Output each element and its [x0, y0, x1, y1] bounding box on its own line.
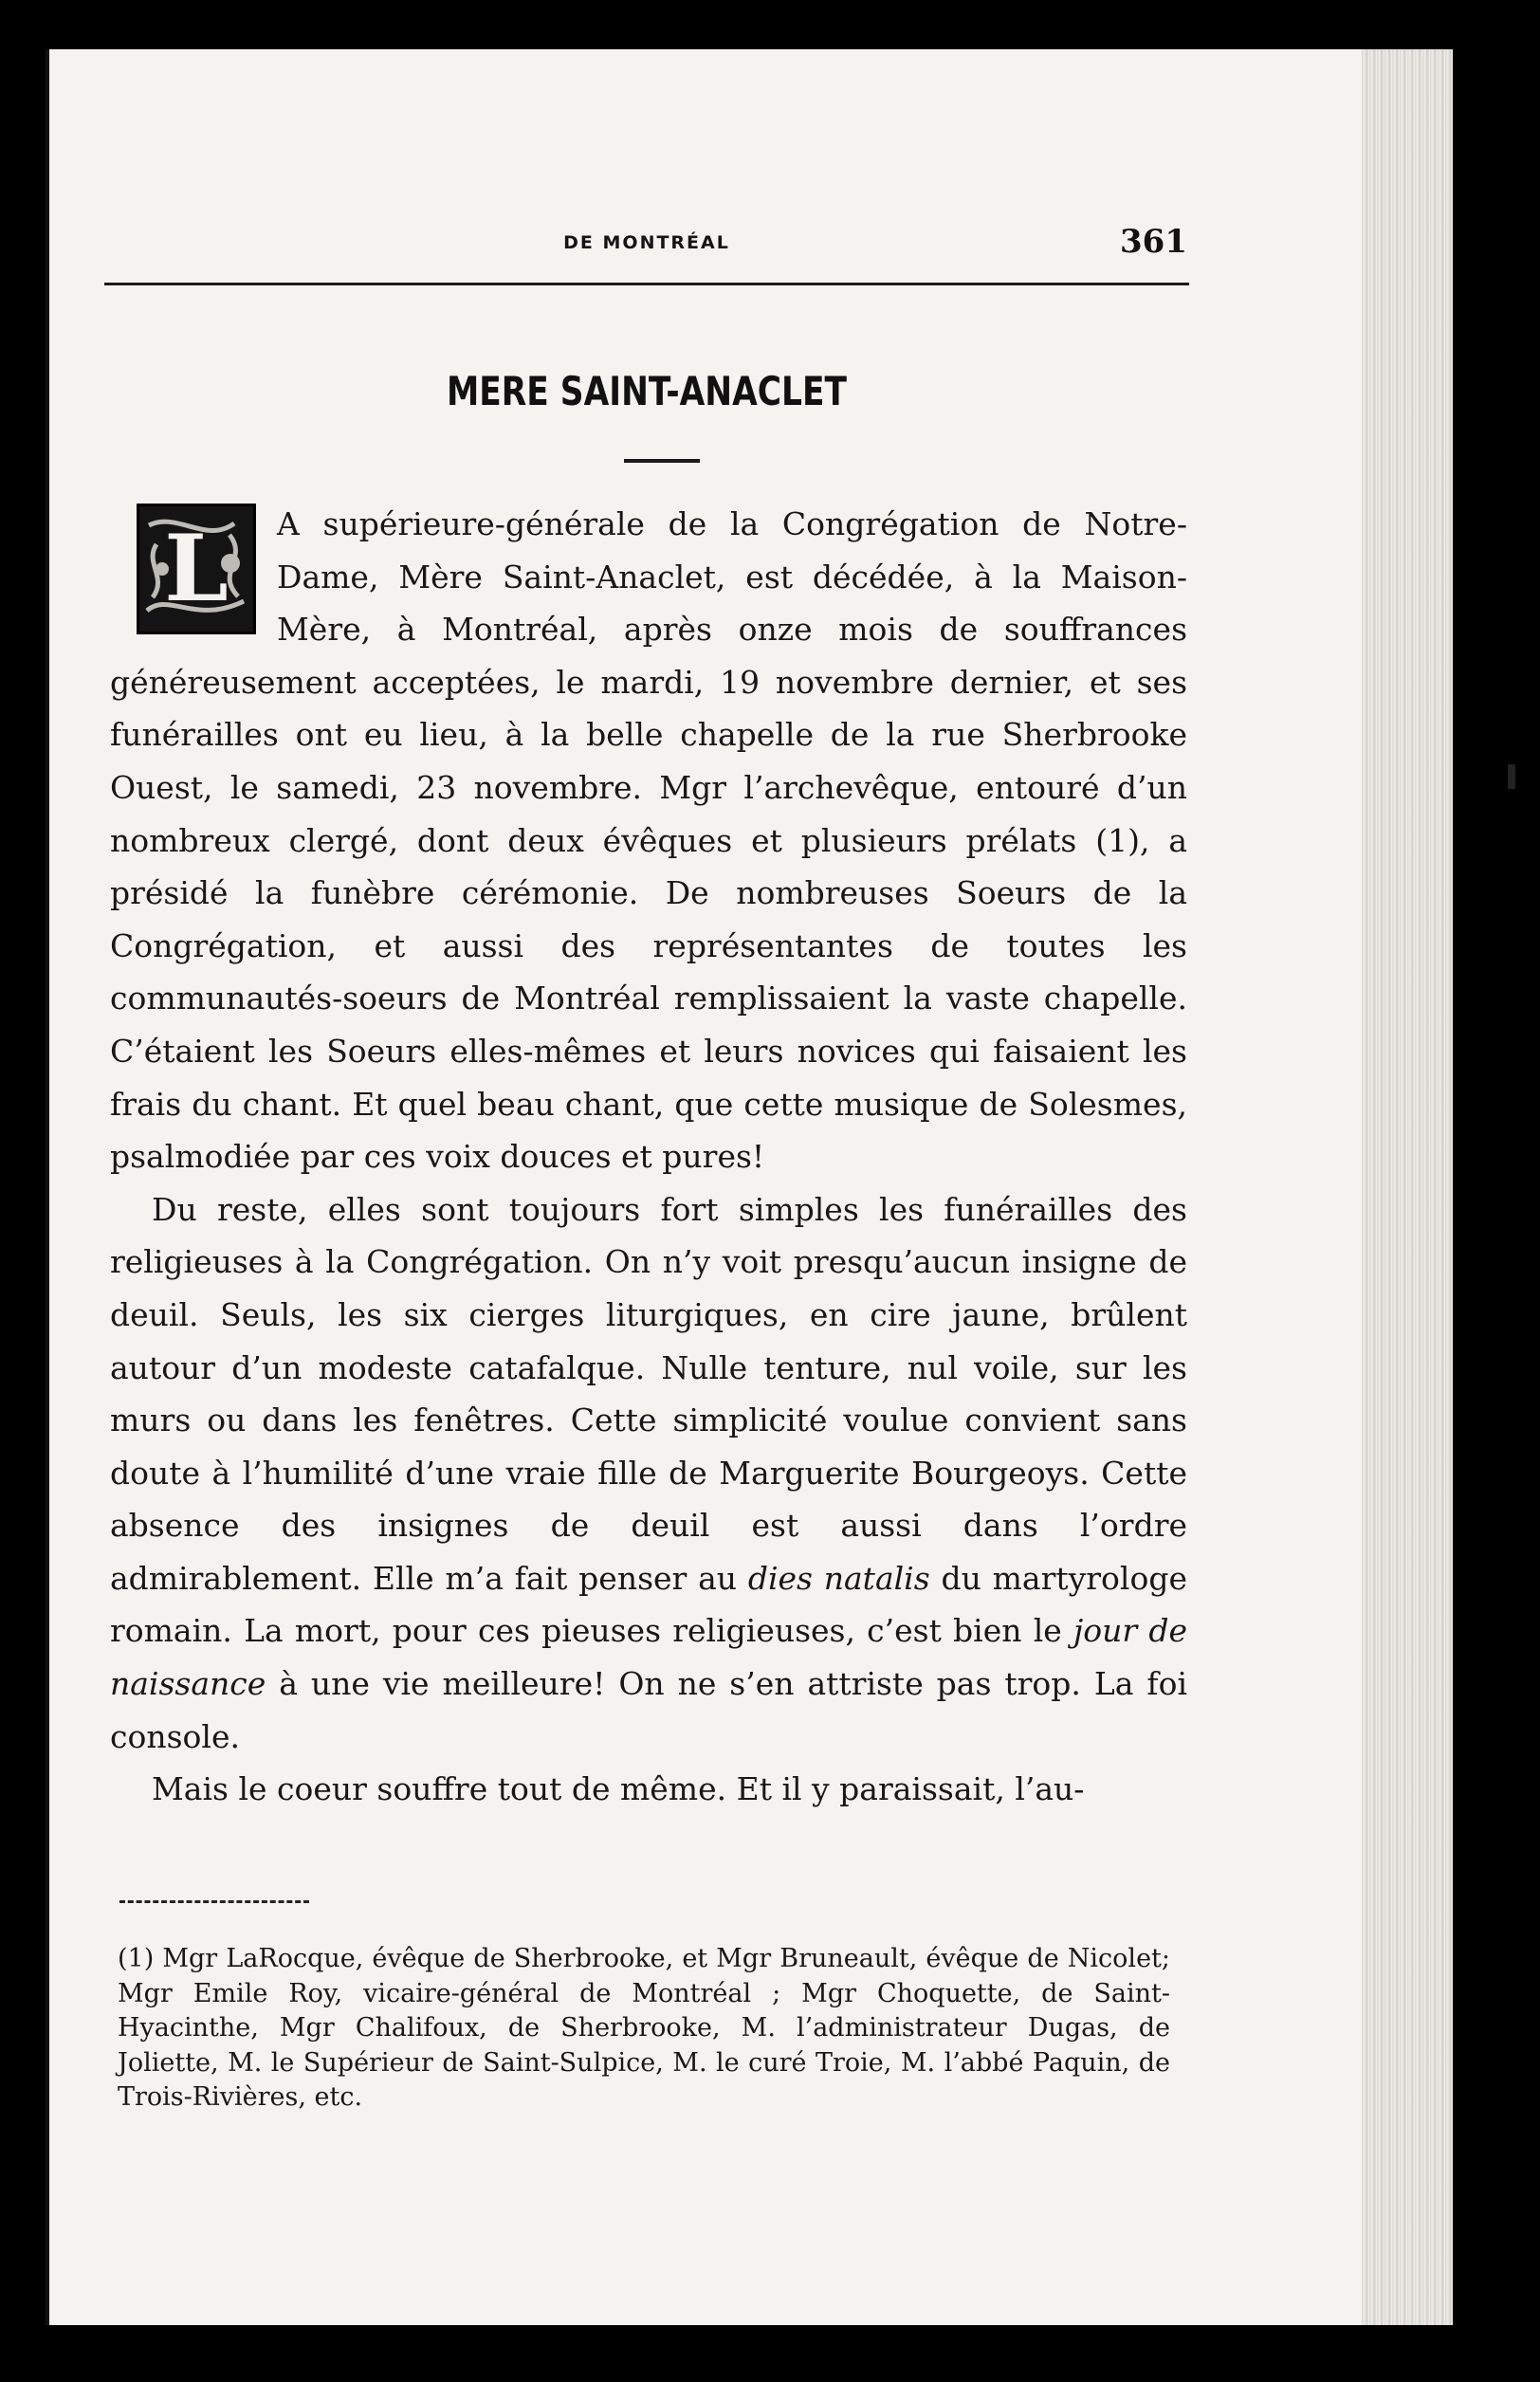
ornamental-initial-icon — [137, 504, 256, 634]
paragraph-2 — [110, 1183, 1187, 1764]
page-edges — [1362, 49, 1453, 2325]
margin-mark — [1508, 764, 1515, 789]
footnote-rule — [119, 1900, 309, 1903]
paragraph-2-text-c: à une vie meilleure! On ne s’en attriste pas trop. La foi console. — [110, 1665, 1187, 1755]
article-title: MERE SAINT-ANACLET — [446, 368, 848, 414]
italic-dies-natalis: dies natalis — [747, 1559, 930, 1597]
title-rule — [624, 459, 700, 463]
header-rule — [104, 283, 1189, 285]
paragraph-1-text: A supérieure-générale de la Congrégation de Notre-Dame, Mère Saint-Anaclet, est décédée, à la Maison-Mère, à Montréal, après onze mois de souffrances généreusement acceptées, le mardi, 19 novembre dernier, et ses funérailles ont eu lieu, à la belle chapelle de la rue Sherbrooke Ouest, le samedi, 23 novembre. Mgr l’archevêque, entouré d’un nombreux clergé, dont deux évêques et plusieurs prélats (1), a présidé la funèbre cérémonie. De nombreuses Soeurs de la Congrégation, et aussi des représentantes de toutes les communautés-soeurs de Montréal remplissaient la vaste chapelle. C’étaient les Soeurs elles-mêmes et leurs novices qui faisaient les frais du chant. Et quel beau chant, que cette musique de Solesmes, psalmodiée par ces voix douces et pures! — [110, 505, 1187, 1176]
italic-jour-de-naissance: jour de naissance — [110, 1612, 1187, 1703]
drop-cap-letter: L — [164, 515, 229, 623]
page-header — [106, 223, 1187, 280]
paragraph-3: Mais le coeur souffre tout de même. Et il y paraissait, l’au- — [152, 1770, 1085, 1808]
paragraph-2-text-a: Du reste, elles sont toujours fort simples les funérailles des religieuses à la Congrégation. On n’y voit presqu’aucun insigne de deuil. Seuls, les six cierges liturgiques, en cire jaune, brûlent autour d’un modeste catafalque. Nulle tenture, nul voile, sur les murs ou dans les fenêtres. Cette simplicité voulue convient sans doute à l’humilité d’une vraie fille de Marguerite Bourgeoys. Cette absence des insignes de deuil est aussi dans l’ordre admirablement. Elle m’a fait penser au — [110, 1190, 1187, 1597]
page-number: 361 — [1120, 223, 1187, 261]
footnote: (1) Mgr LaRocque, évêque de Sherbrooke, et Mgr Bruneault, évêque de Nicolet; Mgr Emile Roy, vicaire-général de Montréal ; Mgr Choquette, de Saint-Hyacinthe, Mgr Chalifoux, de Sherbrooke, M. l’administrateur Dugas, de Joliette, M. le Supérieur de Saint-Sulpice, M. le curé Troie, M. l’abbé Paquin, de Trois-Rivières, etc. — [118, 1944, 1170, 2112]
paragraph-2-text-b: du martyrologe romain. La mort, pour ces pieuses religieuses, c’est bien le — [110, 1559, 1187, 1650]
running-head: DE MONTRÉAL — [563, 232, 730, 253]
paragraph-1 — [110, 498, 1187, 1183]
article-body — [110, 498, 1187, 1816]
